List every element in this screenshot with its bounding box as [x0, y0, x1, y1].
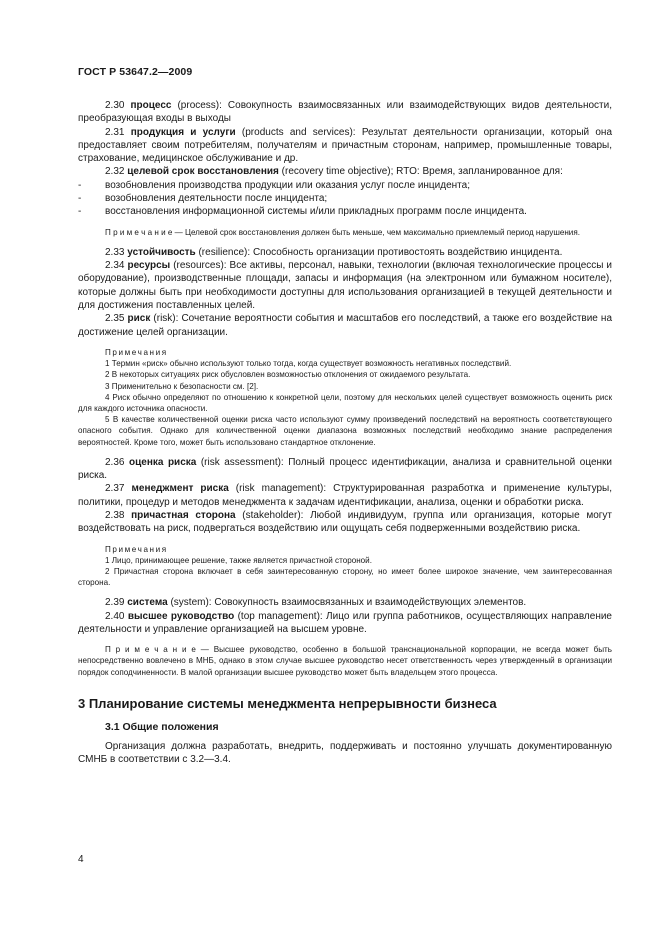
section-3-1-text: Организация должна разработать, внедрить, поддерживать и постоянно улучшать документированную СМНБ в соответствии с 3.2—3.4. [78, 740, 612, 766]
note-2-32: П р и м е ч а н и е — Целевой срок восстановления должен быть меньше, чем максимально приемлемый период нарушения. [105, 227, 580, 237]
note-item: 2 Причастная сторона включает в себя заинтересованную сторону, но имеет более широкое значение, чем заинтересованная сторона. [78, 566, 612, 588]
term: целевой срок восстановления [127, 166, 279, 178]
term: продукция и услуги [130, 126, 236, 138]
list-item: - восстановления информационной системы и/или прикладных программ после инцидента. [78, 206, 527, 218]
note-item: 1 Лицо, принимающее решение, также является причастной стороной. [105, 555, 372, 565]
note-2-40: П р и м е ч а н и е — Высшее руководство, особенно в большой транснациональной корпорации, не всегда может быть непосредственно вовлечено в МНБ, однако в этом случае высшее руководство несет ответственность через утвержденный в организации порядок соподчиненности. В малой организации высшее руководство может быть владельцем этого процесса. [78, 645, 612, 677]
entry-2-40: 2.40 высшее руководство (top management): Лицо или группа работников, осуществляющих направление деятельности и управление организацией на высшем уровне. [78, 610, 612, 635]
entry-2-31: 2.31 продукция и услуги (products and services): Результат деятельности организации, который она предоставляет своим потребителям, получателям и причастным сторонам, например, промышленные товары, страхование, медицинское обслуживание и др. [78, 126, 613, 165]
entry-2-39: 2.39 система (system): Совокупность взаимосвязанных и взаимодействующих элементов. [105, 597, 527, 609]
term: менеджмент риска [131, 483, 229, 495]
entry-2-34: 2.34 ресурсы (resources): Все активы, персонал, навыки, технологии (включая технологические процессы и оборудование), производственные площади, запасы и информация (на электронном или бумажном носителе), которые должны быть при необходимости доступны для использования организацией в текущей деятельности и для достижения поставленных целей. [78, 260, 613, 312]
term: оценка риска [129, 456, 197, 468]
entry-2-33: 2.33 устойчивость (resilience): Способность организации противостоять воздействию инцидента. [105, 246, 563, 258]
entry-2-37: 2.37 менеджмент риска (risk management): Структурированная разработка и применение культуры, политики, процедур и методов менеджмента к задачам идентификации, анализа, оценки и обработки риска. [78, 483, 613, 508]
entry-2-30: 2.30 процесс (process): Совокупность взаимосвязанных или взаимодействующих видов деятельности, преобразующая входы в выходы [78, 100, 612, 125]
notes-heading: Примечания [105, 347, 168, 357]
term: риск [127, 313, 151, 325]
notes-heading: Примечания [105, 544, 168, 554]
entry-2-38: 2.38 причастная сторона (stakeholder): Любой индивидуум, группа или организация, которые могут воздействовать на риск, подвергаться воздействию или ощущать себя подверженными воздействию риска. [78, 509, 613, 535]
note-item: 5 В качестве количественной оценки риска часто используют сумму произведений последствий на вероятность соответствующего опасного события. Однако для количественной оценки диапазона возможных последствий необходимо знание распределения вероятностей. Кроме того, может быть использовано стандартное отклонение. [78, 415, 612, 447]
term: система [127, 597, 168, 609]
subsection-3-1-title: 3.1 Общие положения [105, 720, 219, 733]
note-item: 3 Применительно к безопасности см. [2]. [105, 381, 259, 391]
list-item: - возобновления производства продукции или оказания услуг после инцидента; [78, 179, 470, 191]
term: устойчивость [127, 246, 196, 258]
entry-2-32: 2.32 целевой срок восстановления (recovery time objective); RTO: Время, запланированное для: [105, 166, 563, 178]
entry-2-36: 2.36 оценка риска (risk assessment): Полный процесс идентификации, анализа и сравнительной оценки риска. [78, 456, 612, 482]
note-item: 4 Риск обычно определяют по отношению к конкретной цели, поэтому для нескольких целей существует возможность оценить риск для каждого источника опасности. [78, 392, 612, 413]
page-number: 4 [78, 854, 84, 865]
page-content [78, 99, 612, 766]
term: причастная сторона [131, 509, 236, 521]
term: ресурсы [127, 260, 171, 272]
note-item: 2 В некоторых ситуациях риск обусловлен возможностью отклонения от ожидаемого результата. [105, 370, 471, 380]
term: высшее руководство [127, 610, 235, 622]
section-3-title: 3 Планирование системы менеджмента непрерывности бизнеса [78, 695, 497, 711]
list-item: - возобновления деятельности после инцидента; [78, 193, 328, 205]
term: процесс [130, 100, 172, 111]
note-item: 1 Термин «риск» обычно используют только тогда, когда существует возможность негативных последствий. [105, 359, 512, 369]
entry-2-35: 2.35 риск (risk): Сочетание вероятности события и масштабов его последствий, а также его воздействие на достижение целей организации. [78, 313, 612, 338]
document-header: ГОСТ Р 53647.2—2009 [78, 66, 193, 78]
